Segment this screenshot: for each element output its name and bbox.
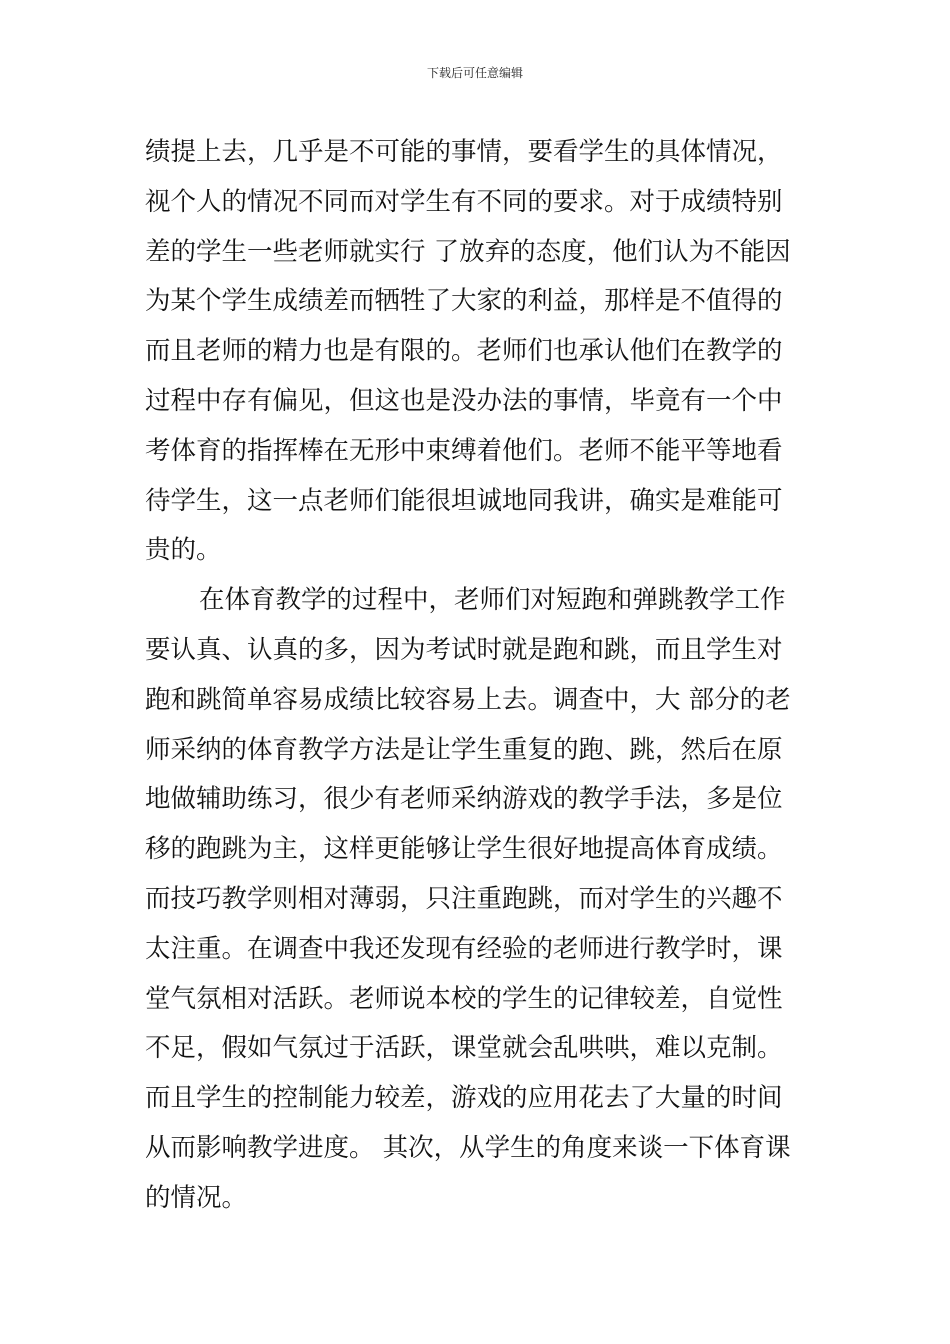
text-line: 视个人的情况不同而对学生有不同的要求。对于成绩特别 bbox=[145, 186, 783, 217]
text-line: 贵的。 bbox=[145, 535, 222, 566]
text-line: 为某个学生成绩差而牺牲了大家的利益，那样是不值得的 bbox=[145, 286, 783, 317]
text-line: 移的跑跳为主，这样更能够让学生很好地提高体育成绩。 bbox=[145, 834, 783, 865]
text-line: 而且老师的精力也是有限的。老师们也承认他们在教学的 bbox=[145, 336, 783, 367]
page-header: 下载后可任意编辑 bbox=[426, 66, 523, 80]
text-line: 差的学生一些老师就实行 了放弃的态度，他们认为不能因 bbox=[145, 236, 791, 267]
text-line: 太注重。在调查中我还发现有经验的老师进行教学时，课 bbox=[145, 933, 783, 964]
text-line: 堂气氛相对活跃。老师说本校的学生的记律较差，自觉性 bbox=[145, 983, 783, 1014]
text-line: 要认真、认真的多，因为考试时就是跑和跳，而且学生对 bbox=[145, 634, 783, 665]
document-body bbox=[145, 128, 825, 1224]
text-line: 师采纳的体育教学方法是让学生重复的跑、跳，然后在原 bbox=[145, 734, 783, 765]
paragraph-1 bbox=[145, 128, 825, 576]
text-line: 跑和跳简单容易成绩比较容易上去。调查中，大 部分的老 bbox=[145, 684, 791, 715]
text-line: 的情况。 bbox=[145, 1182, 248, 1213]
text-line: 过程中存有偏见，但这也是没办法的事情，毕竟有一个中 bbox=[145, 385, 783, 416]
text-line: 不足，假如气氛过于活跃，课堂就会乱哄哄，难以克制。 bbox=[145, 1033, 783, 1064]
text-line-indented: 在体育教学的过程中，老师们对短跑和弹跳教学工作 bbox=[199, 585, 786, 616]
paragraph-2 bbox=[145, 576, 825, 1223]
text-line: 从而影响教学进度。 其次，从学生的角度来谈一下体育课 bbox=[145, 1132, 791, 1163]
text-line: 而且学生的控制能力较差，游戏的应用花去了大量的时间 bbox=[145, 1083, 783, 1114]
text-line: 待学生，这一点老师们能很坦诚地同我讲，确实是难能可 bbox=[145, 485, 783, 516]
text-line: 绩提上去，几乎是不可能的事情，要看学生的具体情况， bbox=[145, 137, 783, 167]
text-line: 地做辅助练习，很少有老师采纳游戏的教学手法，多是位 bbox=[145, 784, 783, 815]
text-line: 而技巧教学则相对薄弱，只注重跑跳，而对学生的兴趣不 bbox=[145, 883, 783, 914]
text-line: 考体育的指挥棒在无形中束缚着他们。老师不能平等地看 bbox=[145, 435, 783, 466]
